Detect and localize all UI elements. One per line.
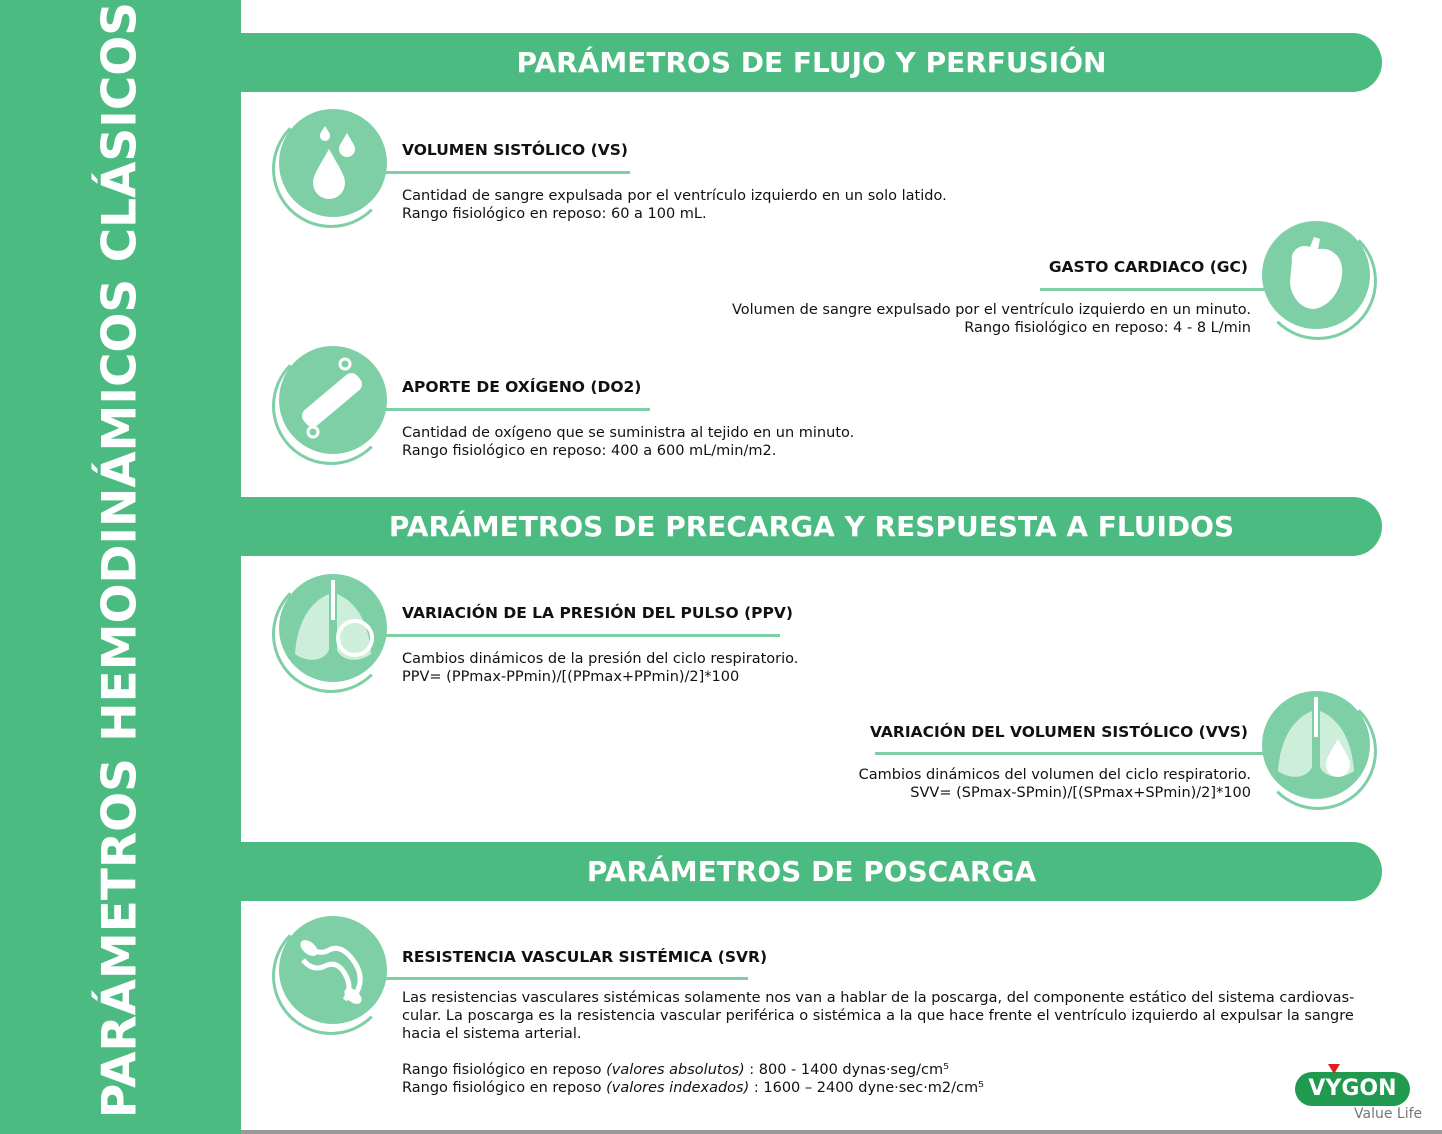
svr-title: RESISTENCIA VASCULAR SISTÉMICA (SVR) bbox=[402, 948, 768, 966]
main-title: PARÁMETROS HEMODINÁMICOS CLÁSICOS bbox=[92, 1, 148, 1119]
vygon-logo: VYGON bbox=[1295, 1072, 1410, 1106]
section-header-flow: PARÁMETROS DE FLUJO Y PERFUSIÓN bbox=[241, 33, 1382, 92]
do2-description: Cantidad de oxígeno que se suministra al tejido en un minuto. Rango fisiológico en reposo: 400 a 600 mL/min/m2. bbox=[402, 425, 855, 459]
vvs-title: VARIACIÓN DEL VOLUMEN SISTÓLICO (VVS) bbox=[869, 723, 1248, 741]
vs-description: Cantidad de sangre expulsada por el ventrículo izquierdo en un solo latido. Rango fisiológico en reposo: 60 a 100 mL. bbox=[402, 188, 947, 222]
icon-arc bbox=[1259, 222, 1377, 340]
ppv-title: VARIACIÓN DE LA PRESIÓN DEL PULSO (PPV) bbox=[402, 604, 793, 622]
icon-arc bbox=[272, 110, 390, 228]
sidebar bbox=[0, 0, 241, 1134]
section-header-preload: PARÁMETROS DE PRECARGA Y RESPUESTA A FLUIDOS bbox=[241, 497, 1382, 556]
icon-arc bbox=[272, 575, 390, 693]
gc-description: Volumen de sangre expulsado por el ventrículo izquierdo en un minuto. Rango fisiológico en reposo: 4 - 8 L/min bbox=[731, 302, 1251, 336]
divider bbox=[1040, 288, 1265, 291]
ppv-description: Cambios dinámicos de la presión del ciclo respiratorio. PPV= (PPmax-PPmin)/[(PPmax+PPmin)/2]*100 bbox=[402, 651, 799, 685]
do2-title: APORTE DE OXÍGENO (DO2) bbox=[402, 378, 642, 396]
svr-ranges: Rango fisiológico en reposo (valores absolutos) : 800 - 1400 dynas·seg/cm⁵ Rango fisiológico en reposo (valores indexados) : 1600 – 2400 dyne·sec·m2/cm⁵ bbox=[402, 1062, 984, 1096]
divider bbox=[385, 634, 780, 637]
divider bbox=[875, 752, 1265, 755]
icon-arc bbox=[272, 917, 390, 1035]
logo-tagline: Value Life bbox=[1354, 1106, 1423, 1122]
vvs-description: Cambios dinámicos del volumen del ciclo respiratorio. SVV= (SPmax-SPmin)/[(SPmax+SPmin)/2]*100 bbox=[858, 767, 1251, 801]
icon-arc bbox=[272, 347, 390, 465]
svr-description: Las resistencias vasculares sistémicas solamente nos van a hablar de la poscarga, del componente estático del sistema cardiovas- cular. La poscarga es la resistencia vascular periférica o sistémica a la que hace frente el ventrículo izquierdo al expulsar la sangre hacia el sistema arterial. bbox=[402, 990, 1355, 1042]
divider bbox=[385, 977, 748, 980]
icon-arc bbox=[1259, 692, 1377, 810]
logo-triangle-icon bbox=[1328, 1064, 1340, 1074]
gc-title: GASTO CARDIACO (GC) bbox=[1048, 258, 1248, 276]
divider bbox=[385, 408, 650, 411]
vs-title: VOLUMEN SISTÓLICO (VS) bbox=[402, 141, 628, 159]
section-header-afterload: PARÁMETROS DE POSCARGA bbox=[241, 842, 1382, 901]
divider bbox=[385, 171, 630, 174]
footer-line bbox=[241, 1130, 1442, 1134]
